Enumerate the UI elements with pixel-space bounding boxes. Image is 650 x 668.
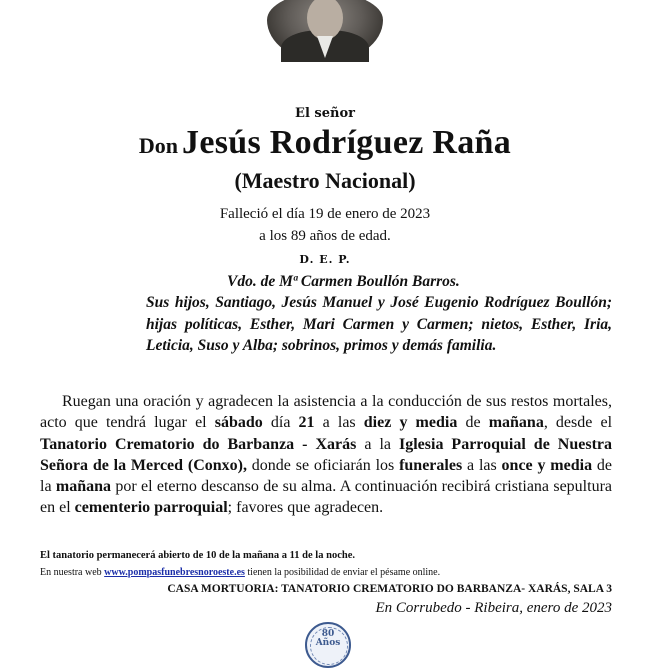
web-note-text: tienen la posibilidad de enviar el pésame online.	[244, 567, 441, 578]
seal-text	[307, 630, 349, 648]
body-text: a las	[314, 414, 364, 432]
body-bold: 21	[298, 414, 315, 432]
deceased-photo	[267, 0, 383, 62]
age-text: a los 89 años de edad.	[259, 228, 391, 244]
web-note-text: En nuestra web	[40, 567, 105, 578]
body-bold: Iglesia Parroquial de Nuestra Señora de la Merced (Conxo),	[40, 435, 612, 474]
website-link[interactable]: www.pompasfunebresnoroeste.es	[104, 567, 245, 578]
web-note	[40, 567, 620, 578]
body-text: donde se oficiarán los	[246, 456, 400, 474]
body-text: ; favores que agradecen.	[227, 499, 384, 517]
body-text: a las	[462, 456, 502, 474]
seal-line2: Años	[315, 638, 341, 648]
anniversary-seal-logo	[305, 622, 351, 668]
body-bold: mañana	[488, 414, 544, 432]
ceremony-paragraph	[40, 391, 612, 519]
body-text: Ruegan una oración y agradecen la asistencia a la conducción de sus restos mortales, acto que tendrá lugar el	[40, 393, 612, 432]
family-list: Sus hijos, Santiago, Jesús Manuel y José Eugenio Rodríguez Boullón; hijas políticas, Esther, Mari Carmen y Carmen; nietos, Esther, Iria, Leticia, Suso y Alba; sobrinos, primos y demás familia.	[146, 294, 612, 354]
body-bold: mañana	[55, 478, 111, 496]
death-date: Falleció el día 19 de enero de 2023	[219, 206, 431, 222]
body-text: a la	[356, 435, 399, 453]
deceased-name	[0, 124, 650, 162]
casa-mortuoria: CASA MORTUORIA: TANATORIO CREMATORIO DO BARBANZA- XARÁS, SALA 3	[167, 583, 612, 595]
body-bold: funerales	[399, 456, 463, 474]
name-text: Jesús Rodríguez Raña	[182, 124, 512, 161]
body-text: día	[262, 414, 299, 432]
seal-line1: 80	[321, 629, 335, 639]
widow-line: Vdo. de Mª Carmen Boullón Barros.	[227, 273, 460, 290]
body-text: por el eterno descanso de su alma. A continuación recibirá cristiana sepultura en el	[40, 478, 613, 517]
body-text: de la	[40, 456, 613, 496]
body-text: de	[457, 414, 489, 432]
body-bold: once y media	[501, 456, 593, 474]
body-bold: cementerio parroquial	[74, 499, 228, 517]
body-bold: Tanatorio Crematorio do Barbanza - Xarás	[40, 435, 357, 453]
dep-text: D. E. P.	[299, 253, 351, 266]
place-date: En Corrubedo - Ribeira, enero de 2023	[375, 600, 612, 616]
intro-text: El señor	[295, 106, 355, 121]
body-bold: sábado	[214, 414, 263, 432]
body-bold: diez y media	[363, 414, 458, 432]
body-text: , desde el	[543, 414, 613, 432]
tanatorio-hours-note: El tanatorio permanecerá abierto de 10 de la mañana a 11 de la noche.	[40, 550, 355, 561]
honorific: Don	[138, 133, 179, 158]
profession-title: (Maestro Nacional)	[234, 168, 416, 193]
